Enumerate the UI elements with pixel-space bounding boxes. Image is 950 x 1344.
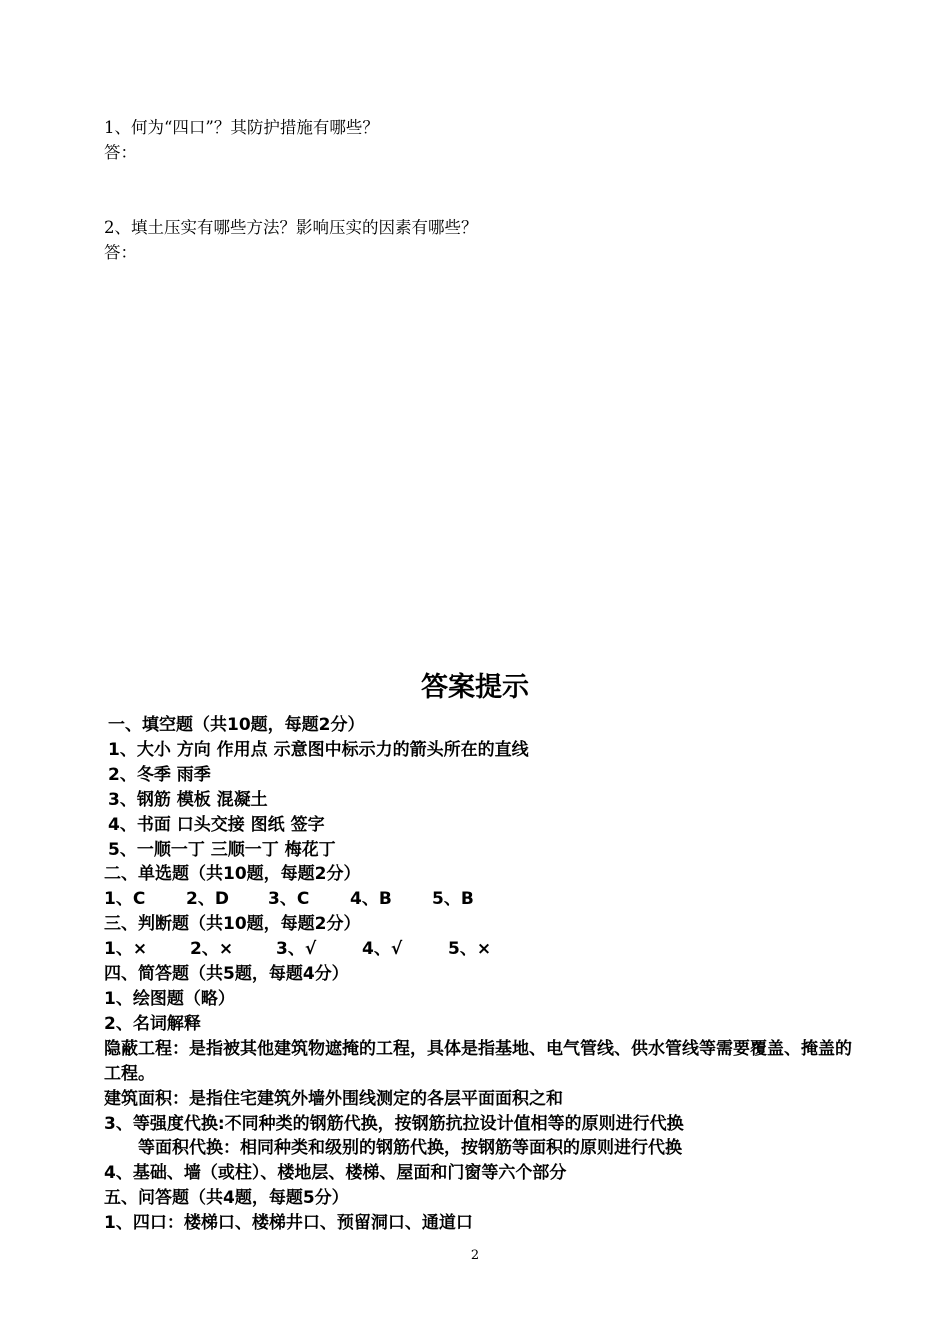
question-2-answer-label: 答： (104, 243, 137, 262)
section-1-header: 一、填空题（共10题，每题2分） (108, 715, 365, 735)
section-2-answer: 4、B (350, 889, 392, 910)
section-3-header: 三、判断题（共10题，每题2分） (104, 914, 361, 935)
section-4-line: 建筑面积：是指住宅建筑外墙外围线测定的各层平面面积之和 (104, 1088, 563, 1109)
question-2: 2、填土压实有哪些方法？影响压实的因素有哪些？ (104, 218, 478, 237)
section-3-answer: 5、× (448, 939, 492, 960)
section-3-answer: 1、× (104, 939, 148, 960)
section-2-answer: 5、B (432, 889, 474, 910)
page-number: 2 (470, 1248, 480, 1263)
section-4-line: 3、等强度代换:不同种类的钢筋代换，按钢筋抗拉设计值相等的原则进行代换 (104, 1113, 684, 1134)
answer-key-title: 答案提示 (421, 672, 529, 703)
section-4-header: 四、简答题（共5题，每题4分） (104, 964, 349, 985)
question-1: 1、何为“四口”？其防护措施有哪些？ (104, 118, 379, 137)
section-4-line: 隐蔽工程：是指被其他建筑物遮掩的工程，具体是指基地、电气管线、供水管线等需要覆盖、掩盖的工程。 (104, 1038, 852, 1084)
section-5-header: 五、问答题（共4题，每题5分） (104, 1188, 349, 1209)
section-4-line: 等面积代换：相同种类和级别的钢筋代换，按钢筋等面积的原则进行代换 (138, 1138, 682, 1159)
section-1-item: 5、一顺一丁 三顺一丁 梅花丁 (108, 839, 336, 860)
section-2-answers (104, 887, 864, 912)
section-3-answer: 4、√ (362, 939, 403, 960)
section-2-answer: 1、C (104, 889, 146, 910)
section-2-header: 二、单选题（共10题，每题2分） (104, 864, 361, 885)
section-1-item: 1、大小 方向 作用点 示意图中标示力的箭头所在的直线 (108, 739, 529, 760)
section-2-answer: 2、D (186, 889, 229, 910)
section-3-answer: 3、√ (276, 939, 317, 960)
section-5-line: 1、四口：楼梯口、楼梯井口、预留洞口、通道口 (104, 1213, 473, 1234)
section-3-answers (104, 937, 864, 962)
section-4-line: 4、基础、墙（或柱）、楼地层、楼梯、屋面和门窗等六个部分 (104, 1163, 567, 1184)
section-2-answer: 3、C (268, 889, 310, 910)
section-1-item: 2、冬季 雨季 (108, 764, 211, 785)
section-3-answer: 2、× (190, 939, 234, 960)
section-4-line: 2、名词解释 (104, 1013, 201, 1034)
section-1-item: 3、钢筋 模板 混凝土 (108, 789, 268, 810)
section-4-line: 1、绘图题（略） (104, 988, 235, 1009)
answer-key-body (104, 713, 864, 1236)
section-1-item: 4、书面 口头交接 图纸 签字 (108, 814, 325, 835)
question-1-answer-label: 答： (104, 143, 137, 162)
